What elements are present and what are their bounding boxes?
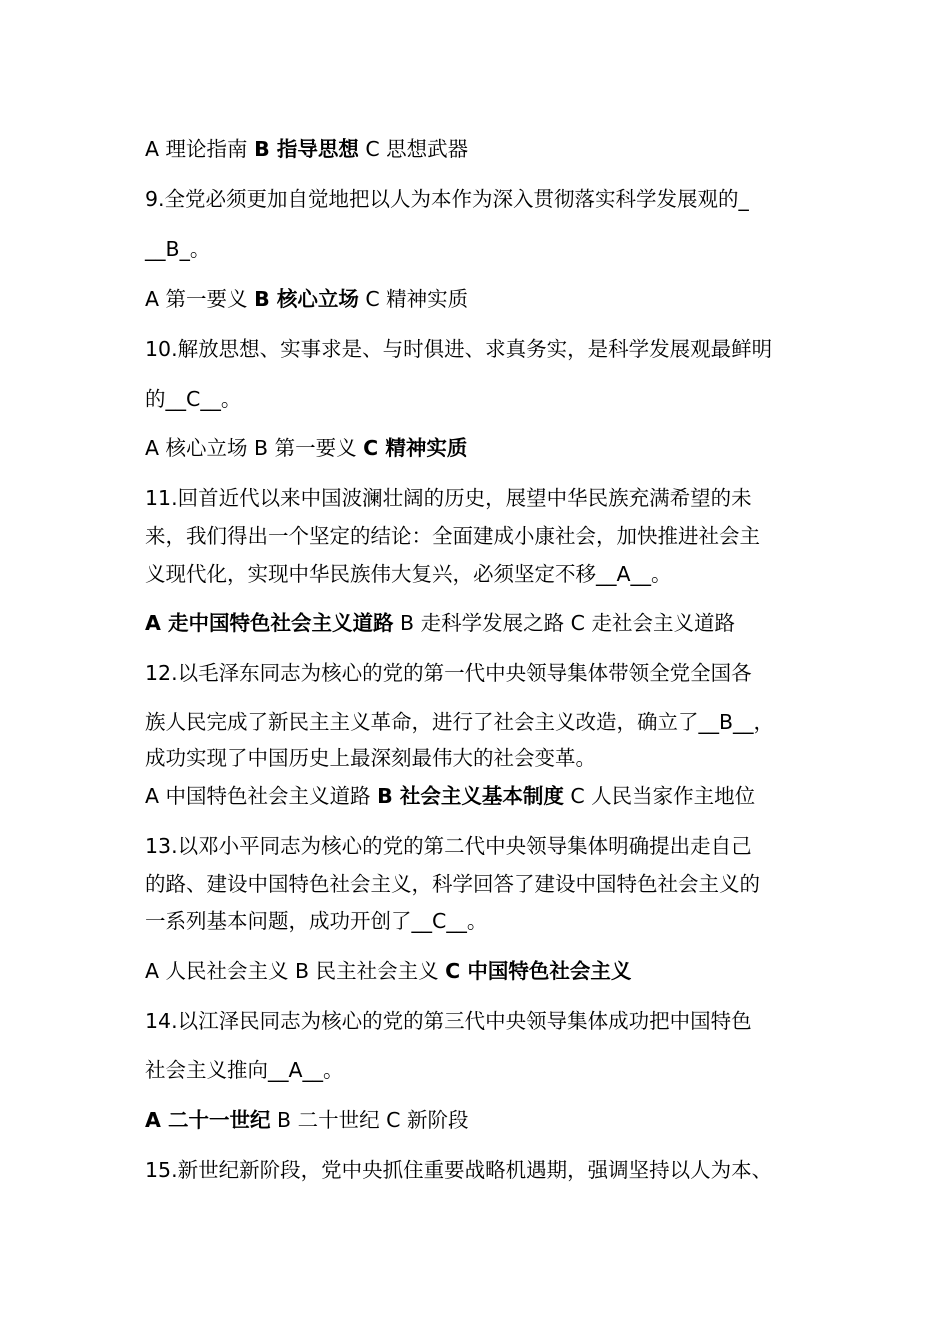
correct-option: A 走中国特色社会主义道路 bbox=[145, 611, 394, 635]
correct-option: C 精神实质 bbox=[363, 436, 468, 460]
correct-option: B 社会主义基本制度 bbox=[377, 784, 564, 808]
question-15: 15.新世纪新阶段，党中央抓住重要战略机遇期，强调坚持以人为本、 bbox=[145, 1158, 773, 1182]
question-14-cont: 社会主义推向__A__。 bbox=[145, 1058, 344, 1082]
question-10: 10.解放思想、实事求是、与时俱进、求真务实，是科学发展观最鲜明 bbox=[145, 337, 773, 361]
option-text: A 中国特色社会主义道路 bbox=[145, 784, 378, 808]
question-9: 9.全党必须更加自觉地把以人为本作为深入贯彻落实科学发展观的_ bbox=[145, 187, 749, 211]
option-text: B 二十世纪 C 新阶段 bbox=[270, 1108, 469, 1132]
question-11-cont: 来，我们得出一个坚定的结论：全面建成小康社会，加快推进社会主 bbox=[145, 524, 760, 548]
option-text: C 人民当家作主地位 bbox=[563, 784, 756, 808]
correct-option: B 核心立场 bbox=[254, 287, 359, 311]
correct-option: B 指导思想 bbox=[254, 137, 359, 161]
question-14: 14.以江泽民同志为核心的党的第三代中央领导集体成功把中国特色 bbox=[145, 1009, 752, 1033]
options-q10 bbox=[145, 435, 815, 461]
options-q12 bbox=[145, 783, 815, 809]
option-text: A 第一要义 bbox=[145, 287, 255, 311]
option-text: C 精神实质 bbox=[358, 287, 469, 311]
question-12-cont: 成功实现了中国历史上最深刻最伟大的社会变革。 bbox=[145, 746, 596, 770]
question-13: 13.以邓小平同志为核心的党的第二代中央领导集体明确提出走自己 bbox=[145, 834, 752, 858]
question-13-cont: 一系列基本问题，成功开创了__C__。 bbox=[145, 909, 488, 933]
options-q14 bbox=[145, 1107, 815, 1133]
option-text: A 人民社会主义 B 民主社会主义 bbox=[145, 959, 446, 983]
options-q8 bbox=[145, 136, 815, 162]
correct-option: A 二十一世纪 bbox=[145, 1108, 271, 1132]
option-text: A 理论指南 bbox=[145, 137, 255, 161]
question-13-cont: 的路、建设中国特色社会主义，科学回答了建设中国特色社会主义的 bbox=[145, 872, 760, 896]
question-11-cont: 义现代化，实现中华民族伟大复兴，必须坚定不移__A__。 bbox=[145, 562, 672, 586]
question-12: 12.以毛泽东同志为核心的党的第一代中央领导集体带领全党全国各 bbox=[145, 661, 752, 685]
option-text: C 思想武器 bbox=[358, 137, 469, 161]
question-10-cont: 的__C__。 bbox=[145, 387, 242, 411]
options-q9 bbox=[145, 286, 815, 312]
option-text: A 核心立场 B 第一要义 bbox=[145, 436, 364, 460]
options-q11 bbox=[145, 610, 815, 636]
question-11: 11.回首近代以来中国波澜壮阔的历史，展望中华民族充满希望的未 bbox=[145, 486, 752, 510]
option-text: B 走科学发展之路 C 走社会主义道路 bbox=[393, 611, 735, 635]
question-9-cont: __B_。 bbox=[145, 237, 211, 261]
options-q13 bbox=[145, 958, 815, 984]
question-12-cont: 族人民完成了新民主主义革命，进行了社会主义改造，确立了__B__， bbox=[145, 710, 775, 734]
correct-option: C 中国特色社会主义 bbox=[445, 959, 632, 983]
